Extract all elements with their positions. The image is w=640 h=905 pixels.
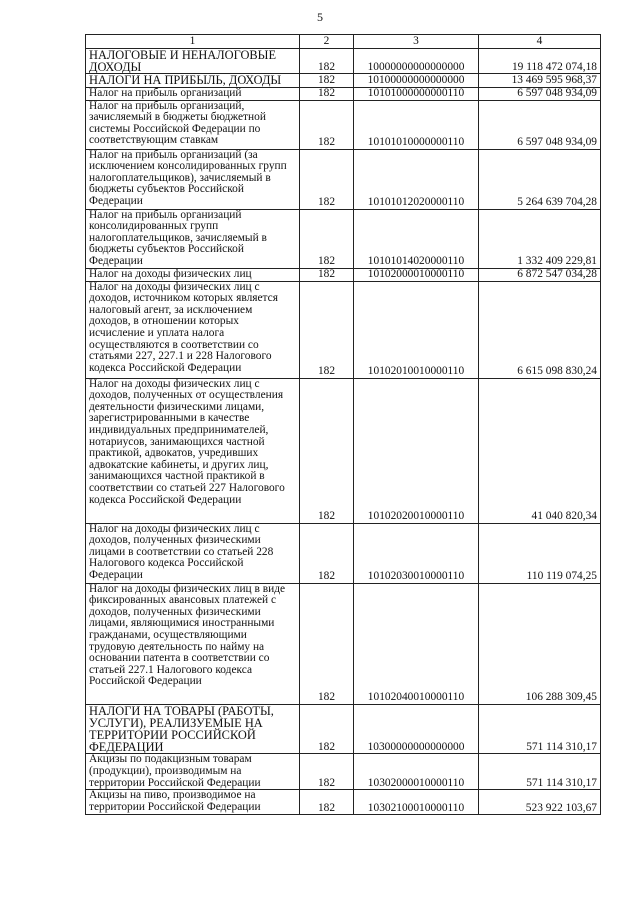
column-header: 4 bbox=[479, 35, 601, 49]
table-row bbox=[86, 583, 601, 704]
header-row bbox=[86, 35, 601, 49]
table-row bbox=[86, 100, 601, 149]
row-name: Акцизы на пиво, производимое на территории Российской Федерации bbox=[86, 790, 300, 815]
row-amount: 19 118 472 074,18 bbox=[479, 49, 601, 74]
column-header: 2 bbox=[300, 35, 354, 49]
row-name: НАЛОГИ НА ПРИБЫЛЬ, ДОХОДЫ bbox=[86, 74, 300, 87]
table-row bbox=[86, 378, 601, 523]
row-admin-code: 182 bbox=[300, 49, 354, 74]
row-budget-code: 10102020010000110 bbox=[354, 378, 479, 523]
row-name: НАЛОГИ НА ТОВАРЫ (РАБОТЫ, УСЛУГИ), РЕАЛИЗУЕМЫЕ НА ТЕРРИТОРИИ РОССИЙСКОЙ ФЕДЕРАЦИИ bbox=[86, 704, 300, 754]
row-admin-code: 182 bbox=[300, 583, 354, 704]
row-amount: 5 264 639 704,28 bbox=[479, 149, 601, 209]
row-amount: 41 040 820,34 bbox=[479, 378, 601, 523]
row-budget-code: 10302000010000110 bbox=[354, 754, 479, 790]
row-amount: 1 332 409 229,81 bbox=[479, 209, 601, 268]
row-name: Налог на доходы физических лиц bbox=[86, 268, 300, 281]
row-admin-code: 182 bbox=[300, 790, 354, 815]
row-budget-code: 10302100010000110 bbox=[354, 790, 479, 815]
row-budget-code: 10100000000000000 bbox=[354, 74, 479, 87]
row-amount: 571 114 310,17 bbox=[479, 754, 601, 790]
table-row bbox=[86, 209, 601, 268]
table-row bbox=[86, 49, 601, 74]
table-row bbox=[86, 281, 601, 378]
row-admin-code: 182 bbox=[300, 281, 354, 378]
row-admin-code: 182 bbox=[300, 754, 354, 790]
column-header: 3 bbox=[354, 35, 479, 49]
row-budget-code: 10101010000000110 bbox=[354, 100, 479, 149]
row-budget-code: 10300000000000000 bbox=[354, 704, 479, 754]
table-row bbox=[86, 754, 601, 790]
row-amount: 106 288 309,45 bbox=[479, 583, 601, 704]
row-admin-code: 182 bbox=[300, 209, 354, 268]
row-name: Налог на прибыль организаций, зачисляемый в бюджеты бюджетной системы Российской Федерации по соответствующим ставкам bbox=[86, 100, 300, 149]
row-amount: 6 615 098 830,24 bbox=[479, 281, 601, 378]
row-budget-code: 10101012020000110 bbox=[354, 149, 479, 209]
row-name: Налог на прибыль организаций (за исключением консолидированных групп налогоплательщиков), зачисляемый в бюджеты субъектов Российской Федерации bbox=[86, 149, 300, 209]
row-name: Налог на прибыль организаций bbox=[86, 87, 300, 100]
row-budget-code: 10102000010000110 bbox=[354, 268, 479, 281]
row-name: Налог на доходы физических лиц с доходов, источником которых является налоговый агент, за исключением доходов, в отношении которых исчисление и уплата налога осуществляются в соответствии со статьями 227, 227.1 и 228 Налогового кодекса Российской Федерации bbox=[86, 281, 300, 378]
row-name: НАЛОГОВЫЕ И НЕНАЛОГОВЫЕ ДОХОДЫ bbox=[86, 49, 300, 74]
row-name: Налог на доходы физических лиц с доходов, полученных от осуществления деятельности физическими лицами, зарегистрированными в качестве индивидуальных предпринимателей, нотариусов, занимающихся частной практикой, адвокатов, учредивших адвокатские кабинеты, и других лиц, занимающихся частной практикой в соответствии со статьей 227 Налогового кодекса Российской Федерации bbox=[86, 378, 300, 523]
row-admin-code: 182 bbox=[300, 523, 354, 583]
row-name: Налог на доходы физических лиц с доходов, полученных физическими лицами в соответствии со статьей 228 Налогового кодекса Российской Федерации bbox=[86, 523, 300, 583]
row-admin-code: 182 bbox=[300, 149, 354, 209]
row-amount: 6 597 048 934,09 bbox=[479, 100, 601, 149]
row-budget-code: 10101014020000110 bbox=[354, 209, 479, 268]
row-budget-code: 10000000000000000 bbox=[354, 49, 479, 74]
table-row bbox=[86, 790, 601, 815]
row-budget-code: 10102040010000110 bbox=[354, 583, 479, 704]
row-name: Налог на доходы физических лиц в виде фиксированных авансовых платежей с доходов, полученных физическими лицами, являющимися иностранными гражданами, осуществляющими трудовую деятельность по найму на основании патента в соответствии со статьей 227.1 Налогового кодекса Российской Федерации bbox=[86, 583, 300, 704]
row-amount: 571 114 310,17 bbox=[479, 704, 601, 754]
row-budget-code: 10102030010000110 bbox=[354, 523, 479, 583]
table-row bbox=[86, 268, 601, 281]
row-amount: 6 597 048 934,09 bbox=[479, 87, 601, 100]
row-amount: 13 469 595 968,37 bbox=[479, 74, 601, 87]
row-admin-code: 182 bbox=[300, 268, 354, 281]
row-budget-code: 10101000000000110 bbox=[354, 87, 479, 100]
row-admin-code: 182 bbox=[300, 378, 354, 523]
row-amount: 523 922 103,67 bbox=[479, 790, 601, 815]
table-row bbox=[86, 523, 601, 583]
table-row bbox=[86, 704, 601, 754]
row-admin-code: 182 bbox=[300, 74, 354, 87]
page-number: 5 bbox=[317, 10, 323, 24]
row-amount: 6 872 547 034,28 bbox=[479, 268, 601, 281]
row-budget-code: 10102010010000110 bbox=[354, 281, 479, 378]
revenue-table bbox=[85, 34, 601, 815]
column-header: 1 bbox=[86, 35, 300, 49]
row-amount: 110 119 074,25 bbox=[479, 523, 601, 583]
table-row bbox=[86, 87, 601, 100]
row-name: Налог на прибыль организаций консолидированных групп налогоплательщиков, зачисляемый в бюджеты субъектов Российской Федерации bbox=[86, 209, 300, 268]
row-admin-code: 182 bbox=[300, 87, 354, 100]
row-admin-code: 182 bbox=[300, 704, 354, 754]
table-row bbox=[86, 74, 601, 87]
table-row bbox=[86, 149, 601, 209]
row-name: Акцизы по подакцизным товарам (продукции), производимым на территории Российской Федерации bbox=[86, 754, 300, 790]
row-admin-code: 182 bbox=[300, 100, 354, 149]
